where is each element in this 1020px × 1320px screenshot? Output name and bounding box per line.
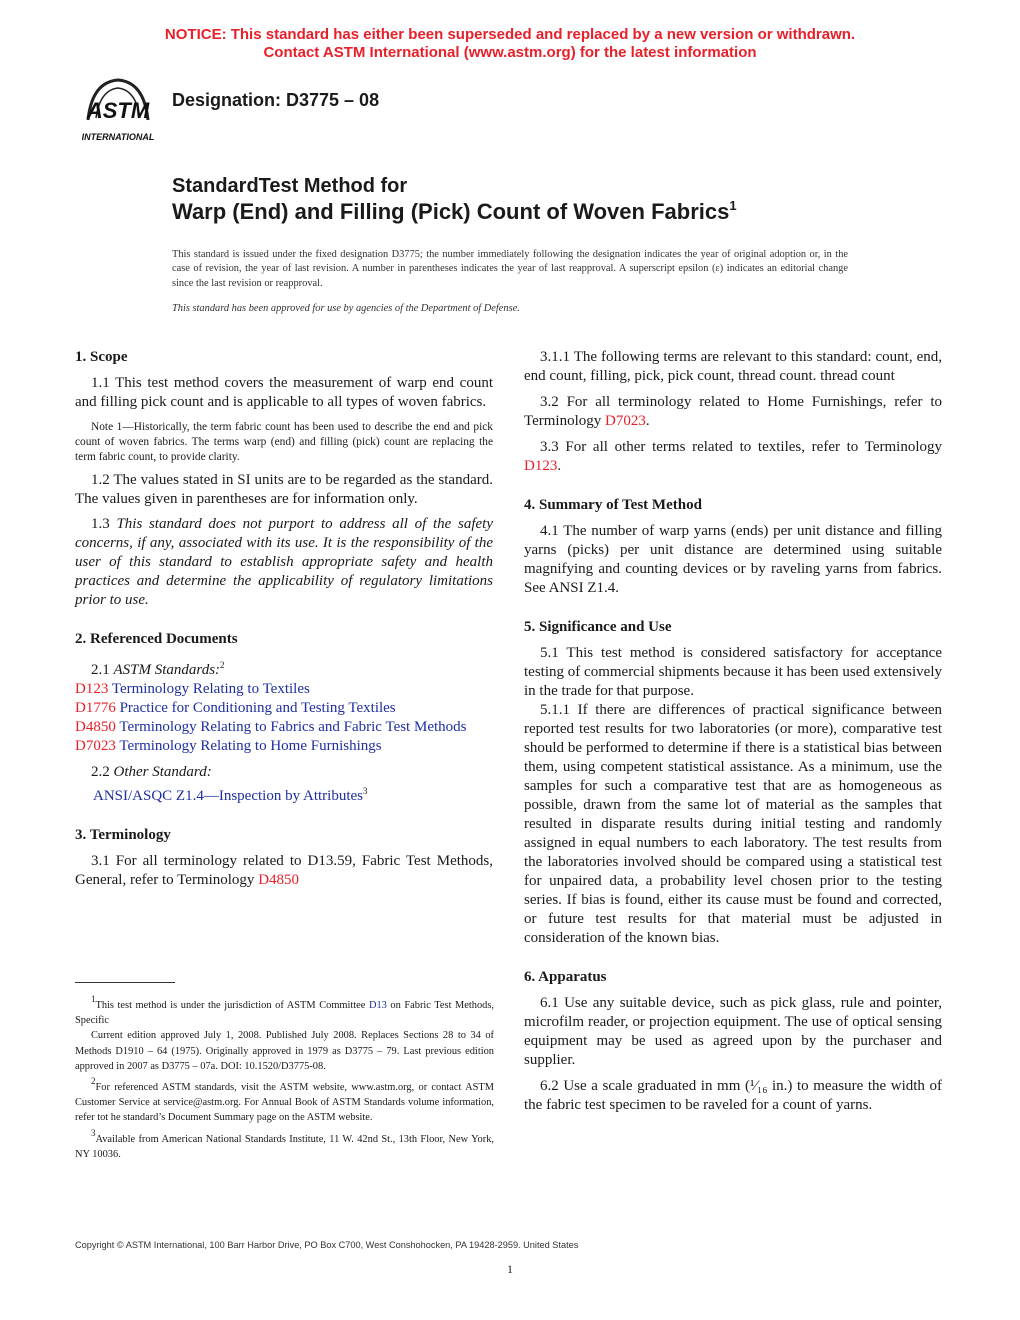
section-3-1: [75, 852, 493, 890]
section-2-1-number: 2.1: [91, 662, 114, 678]
section-6-heading: 6. Apparatus: [524, 969, 607, 985]
section-5-1-1: 5.1.1 If there are differences of practical significance between reported test results for two laboratories (or more), comparative test should be performed to determine if there is a statistical bias between them, using competent statistical assistance. As a minimum, use the samples for such a comparative test that are as homogeneous as possible, drawn from the same lot of material as the samples that resulted in disparate results during initial testing and randomly assigned in equal numbers to each laboratory. The test results from the laboratories involved should be compared using a statistical test for unpaired data, a probability level chosen prior to the testing series. If bias is found, either its cause must be found and corrected, or future test results for that material must be adjusted in consideration of the known bias.: [524, 702, 942, 946]
section-1-heading: 1. Scope: [75, 349, 128, 365]
left-column: [75, 348, 493, 890]
title-line-2: [172, 198, 737, 225]
section-3-1-text: 3.1 For all terminology related to D13.59, Fabric Test Methods, General, refer to Terminology: [75, 853, 493, 888]
footnote-3-mark: 3: [91, 1127, 96, 1138]
section-3-2: 3.2 For all terminology related to Home Furnishings, refer to Terminology D7023.: [524, 394, 942, 429]
footnote-3-text: Available from American National Standards Institute, 11 W. 42nd St., 13th Floor, New York, NY 10036.: [75, 1133, 494, 1160]
reference-ansi-title[interactable]: ANSI/ASQC Z1.4—Inspection by Attributes: [93, 788, 363, 804]
section-3-1-link[interactable]: D4850: [258, 872, 300, 888]
reference-code[interactable]: D7023: [75, 738, 116, 754]
designation: Designation: D3775 – 08: [172, 90, 380, 110]
footnote-1-text: This test method is under the jurisdiction of ASTM Committee: [95, 1000, 369, 1011]
section-3-2-link[interactable]: D7023: [605, 413, 646, 429]
footnotes: [75, 992, 494, 1162]
section-1-2: 1.2 The values stated in SI units are to be regarded as the standard. The values given in parentheses are for information only.: [75, 472, 493, 507]
section-1-3-text: This standard does not purport to address all of the safety concerns, if any, associated with its use. It is the responsibility of the user of this standard to establish appropriate safety and health practices and determine the applicability of regulatory limitations prior to use.: [75, 516, 494, 608]
footnote-mark-3: 3: [363, 786, 368, 796]
section-6-1: 6.1 Use any suitable device, such as pick glass, rule and pointer, microfilm reader, or projection equipment. The use of optical sensing equipment may be used as agreed upon by the purchaser and supplier.: [524, 995, 942, 1068]
section-4-1: 4.1 The number of warp yarns (ends) per unit distance and filling yarns (picks) per unit distance are determined using suitable magnifying and counting devices or by raveling yarns from fabrics. See ANSI Z1.4.: [524, 523, 942, 596]
section-4-heading: 4. Summary of Test Method: [524, 497, 702, 513]
reference-title[interactable]: Terminology Relating to Fabrics and Fabric Test Methods: [115, 719, 467, 735]
reference-ansi[interactable]: [75, 782, 493, 806]
footnote-1-edition: Current edition approved July 1, 2008. Published July 2008. Replaces Sections 28 to 34 of Methods D1910 – 64 (1975). Originally approved in 1979 as D3775 – 79. Last previous edition approved in 2007 as D3775 – 07a. DOI: 10.1520/D3775-08.: [75, 1030, 494, 1072]
section-3-3-text: 3.3 For all other terms related to textiles, refer to Terminology: [540, 439, 942, 455]
section-3-3-link[interactable]: D123: [524, 458, 558, 474]
note-1: Note 1—Historically, the term fabric count has been used to describe the end and pick count of woven fabrics. The terms warp (end) and filling (pick) count are replacing the term fabric count, to provide clarity.: [75, 421, 493, 463]
astm-standards-label: ASTM Standards:: [113, 662, 221, 678]
logo-subtext: INTERNATIONAL: [81, 132, 155, 142]
reference-title[interactable]: Practice for Conditioning and Testing Textiles: [115, 700, 396, 716]
reference-d1776[interactable]: [75, 699, 493, 718]
notice-line-1: NOTICE: This standard has either been superseded and replaced by a new version or withdrawn.: [164, 26, 856, 43]
section-5-heading: 5. Significance and Use: [524, 619, 672, 635]
section-2-heading: 2. Referenced Documents: [75, 631, 238, 647]
reference-code[interactable]: D1776: [75, 700, 116, 716]
footnote-2-mark: 2: [91, 1076, 96, 1087]
notice-line-2: Contact ASTM International (www.astm.org) for the latest information: [263, 44, 757, 61]
section-3-1-1: 3.1.1 The following terms are relevant to this standard: count, end, end count, filling, pick, pick count, thread count. thread count: [524, 349, 942, 384]
section-5-1: 5.1 This test method is considered satisfactory for acceptance testing of commercial shipments because it has been used extensively in the trade for that purpose.: [524, 645, 942, 699]
section-1-1: 1.1 This test method covers the measurement of warp end count and filling pick count and is applicable to all types of woven fabrics.: [75, 375, 493, 410]
section-1-3-number: 1.3: [91, 516, 117, 532]
footnote-1-link[interactable]: D13: [368, 1000, 387, 1011]
logo-mark: ASTM: [86, 98, 150, 123]
section-2-1: [75, 656, 493, 680]
withdrawal-notice: [0, 26, 1020, 62]
footnote-1-mark: 1: [91, 994, 96, 1004]
footnote-2: [75, 1074, 494, 1126]
right-column: [524, 348, 942, 1115]
section-3-2-text: 3.2 For all terminology related to Home Furnishings, refer to Terminology: [524, 394, 942, 429]
footnote-divider: [75, 982, 175, 983]
astm-logo: [72, 74, 164, 146]
footnote-1-rest: on Fabric Test Methods, Specific: [75, 1000, 494, 1027]
reference-code[interactable]: D4850: [75, 719, 116, 735]
section-2-2-number: 2.2: [91, 764, 114, 780]
title-text: Warp (End) and Filling (Pick) Count of Woven Fabrics: [172, 199, 730, 224]
reference-d4850[interactable]: [75, 718, 493, 737]
footnote-2-text: For referenced ASTM standards, visit the ASTM website, www.astm.org, or contact ASTM Customer Service at service@astm.org. For Annual Book of ASTM Standards volume information, refer tot he standard’s Document Summary page on the ASTM website.: [75, 1082, 494, 1124]
title-footnote-mark: 1: [729, 198, 737, 213]
reference-d123[interactable]: [75, 680, 493, 699]
other-standard-label: Other Standard:: [113, 764, 212, 780]
page-number: 1: [507, 1262, 513, 1276]
section-6-2: 6.2 Use a scale graduated in mm (¹⁄₁₆ in.) to measure the width of the fabric test specimen to be raveled for a count of yarns.: [524, 1078, 942, 1113]
copyright-line: Copyright © ASTM International, 100 Barr Harbor Drive, PO Box C700, West Conshohocken, PA 19428-2959. United States: [75, 1240, 579, 1250]
footnote-3: [75, 1126, 494, 1162]
section-3-3: 3.3 For all other terms related to textiles, refer to Terminology D123.: [524, 439, 942, 474]
footnote-mark-2: 2: [220, 660, 225, 670]
footnote-1: [75, 992, 494, 1028]
dod-note: This standard has been approved for use by agencies of the Department of Defense.: [172, 303, 520, 314]
reference-d7023[interactable]: [75, 737, 493, 756]
section-1-3: [75, 515, 493, 610]
section-3-heading: 3. Terminology: [75, 827, 171, 843]
reference-title[interactable]: Terminology Relating to Home Furnishings: [115, 738, 382, 754]
reference-code[interactable]: D123: [75, 681, 109, 697]
title-line-1: StandardTest Method for: [172, 175, 408, 197]
issued-note: This standard is issued under the fixed designation D3775; the number immediately following the designation indicates the year of original adoption or, in the case of revision, the year of last revision. A number in parentheses indicates the year of last reapproval. A superscript epsilon (ε) indicates an editorial change since the last revision or reapproval.: [172, 249, 848, 289]
section-2-2: [75, 763, 493, 782]
reference-title[interactable]: Terminology Relating to Textiles: [108, 681, 310, 697]
